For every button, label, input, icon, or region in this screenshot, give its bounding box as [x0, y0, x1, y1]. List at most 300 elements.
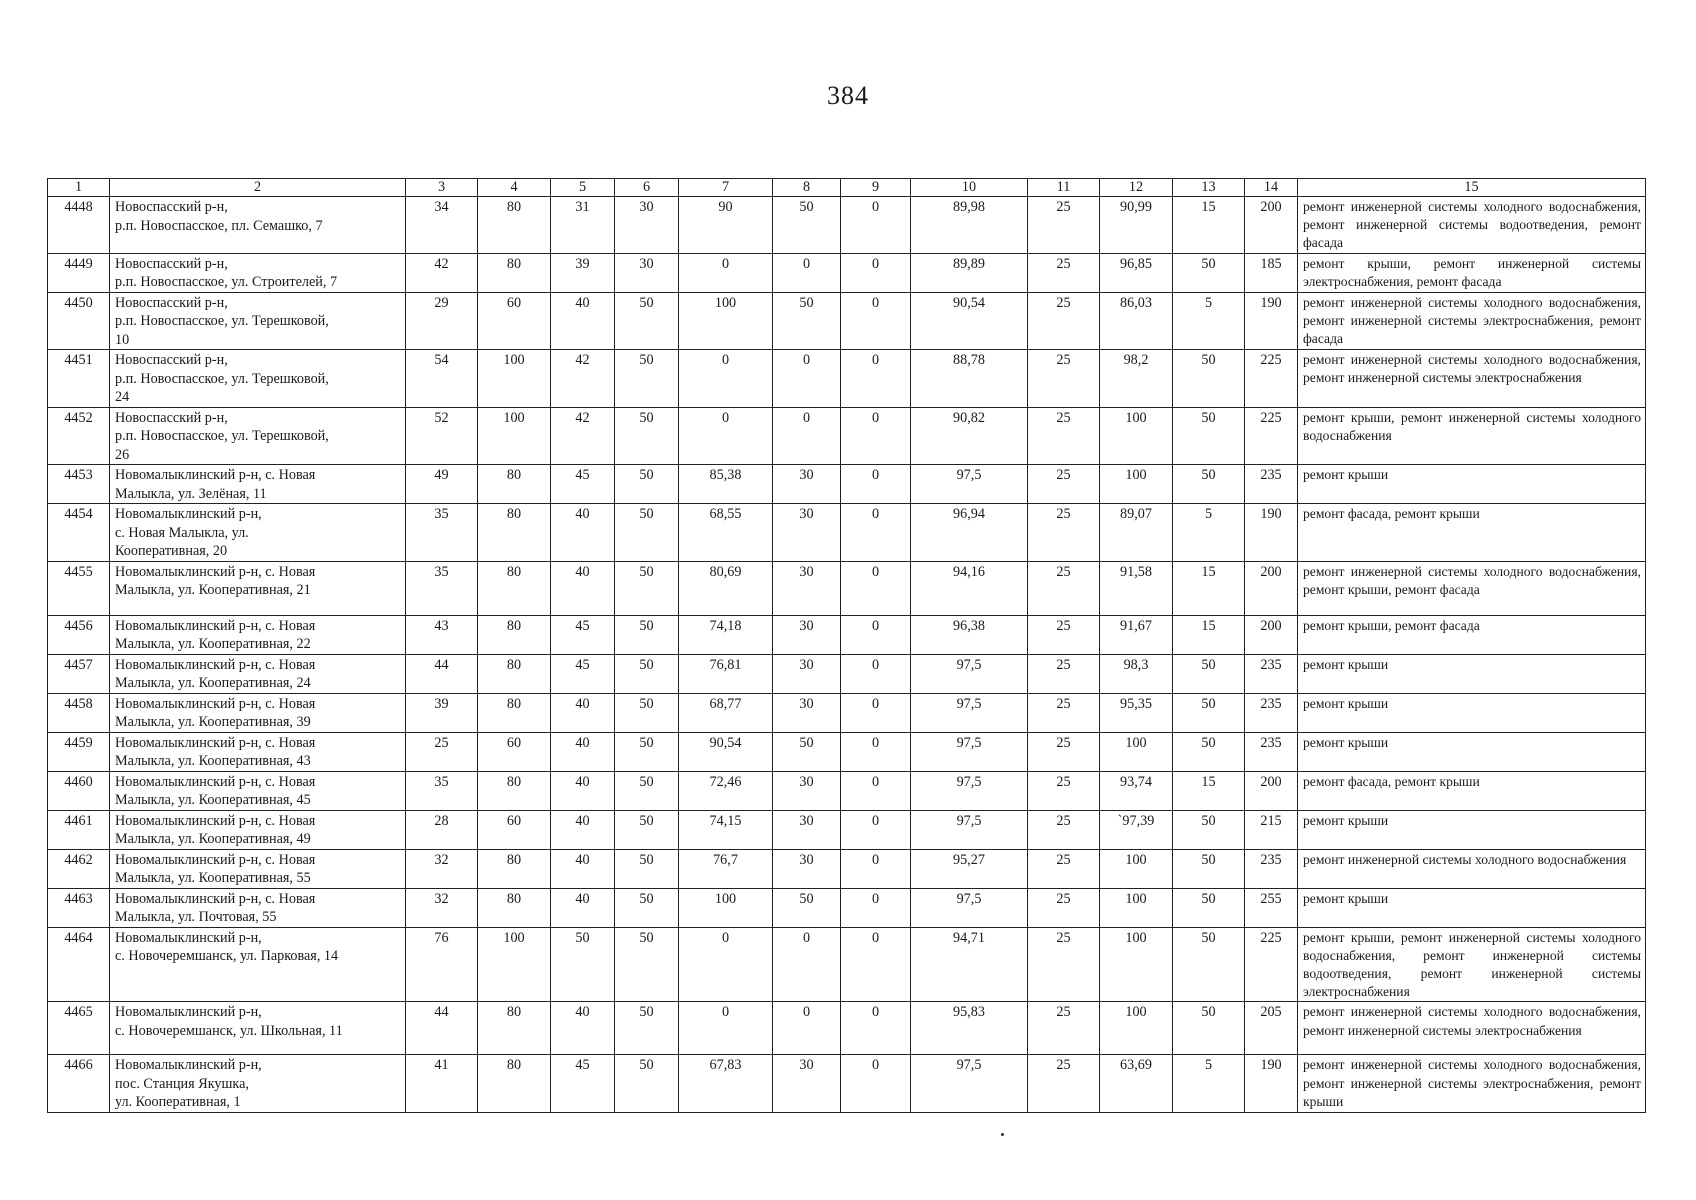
cell-col-12: 100	[1100, 927, 1173, 1002]
cell-col-5: 40	[551, 771, 615, 810]
repair-works-cell: ремонт фасада, ремонт крыши	[1298, 504, 1646, 562]
cell-col-7: 68,77	[679, 693, 773, 732]
address-cell: Новоспасский р-н, р.п. Новоспасское, ул. Строителей, 7	[110, 253, 406, 292]
cell-col-14: 200	[1245, 771, 1298, 810]
cell-col-14: 225	[1245, 927, 1298, 1002]
cell-col-12: 100	[1100, 465, 1173, 504]
cell-col-7: 0	[679, 350, 773, 408]
cell-col-7: 85,38	[679, 465, 773, 504]
row-number-cell: 4462	[48, 849, 110, 888]
cell-col-4: 100	[478, 927, 551, 1002]
cell-col-14: 190	[1245, 504, 1298, 562]
cell-col-12: 90,99	[1100, 197, 1173, 254]
repair-works-cell: ремонт крыши	[1298, 654, 1646, 693]
cell-col-14: 235	[1245, 732, 1298, 771]
column-header-3: 3	[406, 179, 478, 197]
cell-col-5: 40	[551, 1002, 615, 1055]
cell-col-13: 50	[1173, 888, 1245, 927]
column-header-14: 14	[1245, 179, 1298, 197]
cell-col-5: 50	[551, 927, 615, 1002]
cell-col-6: 30	[615, 253, 679, 292]
cell-col-8: 50	[773, 292, 841, 350]
cell-col-8: 0	[773, 350, 841, 408]
address-cell: Новомалыклинский р-н, с. Новая Малыкла, ул. Кооперативная, 43	[110, 732, 406, 771]
cell-col-8: 30	[773, 561, 841, 615]
cell-col-6: 50	[615, 888, 679, 927]
table-row	[48, 693, 1646, 732]
cell-col-7: 0	[679, 407, 773, 465]
cell-col-4: 80	[478, 197, 551, 254]
cell-col-8: 30	[773, 849, 841, 888]
address-cell: Новомалыклинский р-н, с. Новая Малыкла, ул. Зелёная, 11	[110, 465, 406, 504]
cell-col-11: 25	[1028, 1002, 1100, 1055]
cell-col-6: 50	[615, 849, 679, 888]
repair-works-cell: ремонт крыши, ремонт инженерной системы холодного водоснабжения, ремонт инженерной системы водоотведения, ремонт инженерной системы электроснабжения	[1298, 927, 1646, 1002]
cell-col-11: 25	[1028, 927, 1100, 1002]
cell-col-12: 100	[1100, 1002, 1173, 1055]
cell-col-4: 80	[478, 693, 551, 732]
table-row	[48, 849, 1646, 888]
column-header-6: 6	[615, 179, 679, 197]
repair-works-cell: ремонт крыши, ремонт инженерной системы холодного водоснабжения	[1298, 407, 1646, 465]
row-number-cell: 4466	[48, 1055, 110, 1113]
address-cell: Новомалыклинский р-н, с. Новая Малыкла, ул. Кооперативная, 49	[110, 810, 406, 849]
cell-col-10: 89,98	[911, 197, 1028, 254]
cell-col-8: 30	[773, 465, 841, 504]
table-row	[48, 465, 1646, 504]
repair-works-cell: ремонт инженерной системы холодного водоснабжения, ремонт инженерной системы водоотведения, ремонт фасада	[1298, 197, 1646, 254]
cell-col-5: 31	[551, 197, 615, 254]
cell-col-11: 25	[1028, 771, 1100, 810]
cell-col-9: 0	[841, 888, 911, 927]
cell-col-9: 0	[841, 654, 911, 693]
address-cell: Новомалыклинский р-н, с. Новая Малыкла, ул. Кооперативная, 20	[110, 504, 406, 562]
column-header-4: 4	[478, 179, 551, 197]
cell-col-4: 80	[478, 504, 551, 562]
cell-col-12: 63,69	[1100, 1055, 1173, 1113]
cell-col-10: 97,5	[911, 1055, 1028, 1113]
cell-col-7: 80,69	[679, 561, 773, 615]
cell-col-8: 30	[773, 693, 841, 732]
cell-col-10: 90,54	[911, 292, 1028, 350]
cell-col-11: 25	[1028, 888, 1100, 927]
cell-col-13: 50	[1173, 732, 1245, 771]
table-row	[48, 561, 1646, 615]
cell-col-14: 205	[1245, 1002, 1298, 1055]
cell-col-14: 235	[1245, 693, 1298, 732]
row-number-cell: 4453	[48, 465, 110, 504]
cell-col-5: 39	[551, 253, 615, 292]
cell-col-11: 25	[1028, 292, 1100, 350]
table-body	[48, 197, 1646, 1113]
cell-col-8: 50	[773, 732, 841, 771]
cell-col-7: 72,46	[679, 771, 773, 810]
cell-col-14: 185	[1245, 253, 1298, 292]
repair-works-cell: ремонт фасада, ремонт крыши	[1298, 771, 1646, 810]
cell-col-6: 50	[615, 693, 679, 732]
cell-col-4: 80	[478, 654, 551, 693]
cell-col-12: 86,03	[1100, 292, 1173, 350]
row-number-cell: 4463	[48, 888, 110, 927]
cell-col-3: 52	[406, 407, 478, 465]
table-row	[48, 253, 1646, 292]
cell-col-13: 50	[1173, 407, 1245, 465]
cell-col-5: 40	[551, 810, 615, 849]
address-cell: Новомалыклинский р-н, с. Новая Малыкла, ул. Кооперативная, 22	[110, 615, 406, 654]
cell-col-6: 50	[615, 1055, 679, 1113]
cell-col-4: 80	[478, 561, 551, 615]
cell-col-4: 80	[478, 253, 551, 292]
row-number-cell: 4455	[48, 561, 110, 615]
cell-col-3: 43	[406, 615, 478, 654]
cell-col-14: 200	[1245, 197, 1298, 254]
row-number-cell: 4448	[48, 197, 110, 254]
cell-col-10: 89,89	[911, 253, 1028, 292]
column-header-7: 7	[679, 179, 773, 197]
table-row	[48, 504, 1646, 562]
cell-col-6: 50	[615, 407, 679, 465]
cell-col-12: 98,3	[1100, 654, 1173, 693]
cell-col-5: 45	[551, 615, 615, 654]
cell-col-4: 80	[478, 1002, 551, 1055]
cell-col-5: 42	[551, 407, 615, 465]
cell-col-13: 50	[1173, 654, 1245, 693]
page-number: 384	[827, 81, 869, 110]
cell-col-3: 35	[406, 504, 478, 562]
cell-col-9: 0	[841, 253, 911, 292]
cell-col-14: 225	[1245, 407, 1298, 465]
repair-works-cell: ремонт крыши, ремонт инженерной системы электроснабжения, ремонт фасада	[1298, 253, 1646, 292]
cell-col-11: 25	[1028, 253, 1100, 292]
cell-col-14: 200	[1245, 615, 1298, 654]
cell-col-8: 0	[773, 253, 841, 292]
cell-col-6: 50	[615, 615, 679, 654]
row-number-cell: 4456	[48, 615, 110, 654]
address-cell: Новоспасский р-н, р.п. Новоспасское, ул. Терешковой, 10	[110, 292, 406, 350]
cell-col-3: 34	[406, 197, 478, 254]
repair-works-cell: ремонт крыши	[1298, 693, 1646, 732]
cell-col-11: 25	[1028, 1055, 1100, 1113]
cell-col-3: 49	[406, 465, 478, 504]
cell-col-12: 91,67	[1100, 615, 1173, 654]
cell-col-8: 30	[773, 615, 841, 654]
column-header-2: 2	[110, 179, 406, 197]
cell-col-3: 35	[406, 561, 478, 615]
column-header-8: 8	[773, 179, 841, 197]
cell-col-5: 40	[551, 693, 615, 732]
cell-col-11: 25	[1028, 561, 1100, 615]
cell-col-13: 50	[1173, 693, 1245, 732]
cell-col-5: 45	[551, 465, 615, 504]
table-row	[48, 350, 1646, 408]
address-cell: Новомалыклинский р-н, с. Новая Малыкла, ул. Кооперативная, 45	[110, 771, 406, 810]
cell-col-10: 97,5	[911, 810, 1028, 849]
address-cell: Новоспасский р-н, р.п. Новоспасское, пл. Семашко, 7	[110, 197, 406, 254]
cell-col-4: 80	[478, 615, 551, 654]
cell-col-7: 74,18	[679, 615, 773, 654]
address-cell: Новомалыклинский р-н, пос. Станция Якушка, ул. Кооперативная, 1	[110, 1055, 406, 1113]
column-header-12: 12	[1100, 179, 1173, 197]
cell-col-13: 5	[1173, 292, 1245, 350]
table-row	[48, 654, 1646, 693]
cell-col-9: 0	[841, 465, 911, 504]
cell-col-9: 0	[841, 197, 911, 254]
cell-col-5: 40	[551, 732, 615, 771]
table-row	[48, 407, 1646, 465]
cell-col-12: 89,07	[1100, 504, 1173, 562]
cell-col-4: 80	[478, 771, 551, 810]
cell-col-10: 97,5	[911, 693, 1028, 732]
column-header-15: 15	[1298, 179, 1646, 197]
cell-col-12: 100	[1100, 732, 1173, 771]
cell-col-8: 30	[773, 771, 841, 810]
cell-col-9: 0	[841, 292, 911, 350]
cell-col-13: 50	[1173, 253, 1245, 292]
table-row	[48, 771, 1646, 810]
table-row	[48, 615, 1646, 654]
cell-col-7: 76,81	[679, 654, 773, 693]
cell-col-8: 0	[773, 407, 841, 465]
cell-col-13: 15	[1173, 197, 1245, 254]
cell-col-13: 50	[1173, 927, 1245, 1002]
cell-col-11: 25	[1028, 810, 1100, 849]
cell-col-13: 5	[1173, 1055, 1245, 1113]
address-cell: Новомалыклинский р-н, с. Новочеремшанск, ул. Школьная, 11	[110, 1002, 406, 1055]
cell-col-3: 29	[406, 292, 478, 350]
cell-col-6: 30	[615, 197, 679, 254]
cell-col-4: 80	[478, 465, 551, 504]
header-row	[48, 179, 1646, 197]
cell-col-10: 88,78	[911, 350, 1028, 408]
cell-col-8: 30	[773, 504, 841, 562]
cell-col-5: 40	[551, 292, 615, 350]
row-number-cell: 4459	[48, 732, 110, 771]
cell-col-9: 0	[841, 561, 911, 615]
cell-col-7: 90,54	[679, 732, 773, 771]
cell-col-10: 90,82	[911, 407, 1028, 465]
cell-col-3: 28	[406, 810, 478, 849]
column-header-11: 11	[1028, 179, 1100, 197]
table-row	[48, 732, 1646, 771]
cell-col-4: 60	[478, 810, 551, 849]
cell-col-7: 0	[679, 1002, 773, 1055]
column-header-9: 9	[841, 179, 911, 197]
row-number-cell: 4460	[48, 771, 110, 810]
cell-col-14: 190	[1245, 292, 1298, 350]
cell-col-12: 95,35	[1100, 693, 1173, 732]
cell-col-6: 50	[615, 927, 679, 1002]
cell-col-5: 40	[551, 849, 615, 888]
table-row	[48, 810, 1646, 849]
cell-col-10: 97,5	[911, 654, 1028, 693]
cell-col-9: 0	[841, 810, 911, 849]
cell-col-4: 100	[478, 350, 551, 408]
repair-works-cell: ремонт инженерной системы холодного водоснабжения, ремонт инженерной системы электроснабжения, ремонт крыши	[1298, 1055, 1646, 1113]
table-row	[48, 1002, 1646, 1055]
cell-col-12: 100	[1100, 407, 1173, 465]
repair-works-cell: ремонт крыши	[1298, 888, 1646, 927]
cell-col-12: 100	[1100, 888, 1173, 927]
cell-col-3: 39	[406, 693, 478, 732]
address-cell: Новомалыклинский р-н, с. Новая Малыкла, ул. Кооперативная, 55	[110, 849, 406, 888]
cell-col-12: 96,85	[1100, 253, 1173, 292]
repair-schedule-table	[47, 178, 1646, 1113]
cell-col-8: 30	[773, 654, 841, 693]
address-cell: Новомалыклинский р-н, с. Новая Малыкла, ул. Почтовая, 55	[110, 888, 406, 927]
table-row	[48, 1055, 1646, 1113]
cell-col-11: 25	[1028, 407, 1100, 465]
cell-col-14: 190	[1245, 1055, 1298, 1113]
cell-col-11: 25	[1028, 504, 1100, 562]
address-cell: Новомалыклинский р-н, с. Новая Малыкла, ул. Кооперативная, 39	[110, 693, 406, 732]
cell-col-4: 60	[478, 732, 551, 771]
row-number-cell: 4452	[48, 407, 110, 465]
address-cell: Новомалыклинский р-н, с. Новая Малыкла, ул. Кооперативная, 21	[110, 561, 406, 615]
repair-works-cell: ремонт инженерной системы холодного водоснабжения, ремонт инженерной системы электроснабжения	[1298, 1002, 1646, 1055]
cell-col-9: 0	[841, 927, 911, 1002]
cell-col-10: 97,5	[911, 771, 1028, 810]
cell-col-6: 50	[615, 732, 679, 771]
cell-col-14: 255	[1245, 888, 1298, 927]
cell-col-10: 96,38	[911, 615, 1028, 654]
address-cell: Новомалыклинский р-н, с. Новочеремшанск, ул. Парковая, 14	[110, 927, 406, 1002]
cell-col-8: 0	[773, 1002, 841, 1055]
cell-col-14: 235	[1245, 654, 1298, 693]
cell-col-3: 32	[406, 888, 478, 927]
table-header	[48, 179, 1646, 197]
address-cell: Новомалыклинский р-н, с. Новая Малыкла, ул. Кооперативная, 24	[110, 654, 406, 693]
cell-col-10: 96,94	[911, 504, 1028, 562]
cell-col-10: 97,5	[911, 465, 1028, 504]
address-cell: Новоспасский р-н, р.п. Новоспасское, ул. Терешковой, 26	[110, 407, 406, 465]
repair-works-cell: ремонт инженерной системы холодного водоснабжения	[1298, 849, 1646, 888]
cell-col-7: 100	[679, 888, 773, 927]
cell-col-6: 50	[615, 654, 679, 693]
cell-col-4: 80	[478, 1055, 551, 1113]
table-row	[48, 197, 1646, 254]
cell-col-3: 54	[406, 350, 478, 408]
repair-works-cell: ремонт инженерной системы холодного водоснабжения, ремонт крыши, ремонт фасада	[1298, 561, 1646, 615]
cell-col-14: 215	[1245, 810, 1298, 849]
cell-col-8: 30	[773, 810, 841, 849]
cell-col-10: 95,83	[911, 1002, 1028, 1055]
row-number-cell: 4454	[48, 504, 110, 562]
cell-col-9: 0	[841, 849, 911, 888]
column-header-13: 13	[1173, 179, 1245, 197]
cell-col-7: 67,83	[679, 1055, 773, 1113]
cell-col-6: 50	[615, 292, 679, 350]
cell-col-7: 76,7	[679, 849, 773, 888]
cell-col-5: 45	[551, 654, 615, 693]
cell-col-6: 50	[615, 561, 679, 615]
cell-col-12: 100	[1100, 849, 1173, 888]
scan-speck	[1001, 1133, 1004, 1136]
cell-col-3: 35	[406, 771, 478, 810]
table-row	[48, 292, 1646, 350]
table-row	[48, 927, 1646, 1002]
cell-col-3: 44	[406, 654, 478, 693]
repair-works-cell: ремонт крыши, ремонт фасада	[1298, 615, 1646, 654]
cell-col-10: 94,71	[911, 927, 1028, 1002]
cell-col-6: 50	[615, 771, 679, 810]
repair-works-cell: ремонт крыши	[1298, 810, 1646, 849]
cell-col-5: 45	[551, 1055, 615, 1113]
cell-col-9: 0	[841, 615, 911, 654]
cell-col-11: 25	[1028, 350, 1100, 408]
row-number-cell: 4465	[48, 1002, 110, 1055]
column-header-10: 10	[911, 179, 1028, 197]
row-number-cell: 4458	[48, 693, 110, 732]
row-number-cell: 4457	[48, 654, 110, 693]
cell-col-9: 0	[841, 1055, 911, 1113]
cell-col-11: 25	[1028, 615, 1100, 654]
cell-col-6: 50	[615, 350, 679, 408]
cell-col-12: `97,39	[1100, 810, 1173, 849]
row-number-cell: 4461	[48, 810, 110, 849]
cell-col-7: 68,55	[679, 504, 773, 562]
cell-col-13: 15	[1173, 771, 1245, 810]
cell-col-12: 93,74	[1100, 771, 1173, 810]
cell-col-4: 80	[478, 888, 551, 927]
cell-col-11: 25	[1028, 197, 1100, 254]
cell-col-3: 32	[406, 849, 478, 888]
cell-col-9: 0	[841, 693, 911, 732]
cell-col-11: 25	[1028, 693, 1100, 732]
cell-col-12: 98,2	[1100, 350, 1173, 408]
row-number-cell: 4451	[48, 350, 110, 408]
cell-col-6: 50	[615, 1002, 679, 1055]
cell-col-8: 50	[773, 888, 841, 927]
cell-col-5: 40	[551, 504, 615, 562]
cell-col-13: 50	[1173, 350, 1245, 408]
cell-col-3: 25	[406, 732, 478, 771]
cell-col-5: 40	[551, 888, 615, 927]
cell-col-13: 15	[1173, 615, 1245, 654]
cell-col-8: 50	[773, 197, 841, 254]
cell-col-11: 25	[1028, 465, 1100, 504]
cell-col-10: 97,5	[911, 732, 1028, 771]
cell-col-5: 40	[551, 561, 615, 615]
row-number-cell: 4449	[48, 253, 110, 292]
column-header-1: 1	[48, 179, 110, 197]
cell-col-11: 25	[1028, 849, 1100, 888]
cell-col-4: 60	[478, 292, 551, 350]
cell-col-9: 0	[841, 732, 911, 771]
cell-col-12: 91,58	[1100, 561, 1173, 615]
row-number-cell: 4464	[48, 927, 110, 1002]
repair-works-cell: ремонт инженерной системы холодного водоснабжения, ремонт инженерной системы электроснабжения	[1298, 350, 1646, 408]
cell-col-13: 5	[1173, 504, 1245, 562]
cell-col-7: 90	[679, 197, 773, 254]
cell-col-3: 41	[406, 1055, 478, 1113]
table-row	[48, 888, 1646, 927]
cell-col-11: 25	[1028, 654, 1100, 693]
cell-col-13: 50	[1173, 810, 1245, 849]
cell-col-14: 235	[1245, 465, 1298, 504]
cell-col-10: 95,27	[911, 849, 1028, 888]
cell-col-3: 44	[406, 1002, 478, 1055]
cell-col-14: 200	[1245, 561, 1298, 615]
cell-col-11: 25	[1028, 732, 1100, 771]
address-cell: Новоспасский р-н, р.п. Новоспасское, ул. Терешковой, 24	[110, 350, 406, 408]
cell-col-9: 0	[841, 350, 911, 408]
cell-col-14: 225	[1245, 350, 1298, 408]
cell-col-9: 0	[841, 1002, 911, 1055]
repair-works-cell: ремонт крыши	[1298, 465, 1646, 504]
cell-col-10: 94,16	[911, 561, 1028, 615]
cell-col-14: 235	[1245, 849, 1298, 888]
cell-col-3: 42	[406, 253, 478, 292]
